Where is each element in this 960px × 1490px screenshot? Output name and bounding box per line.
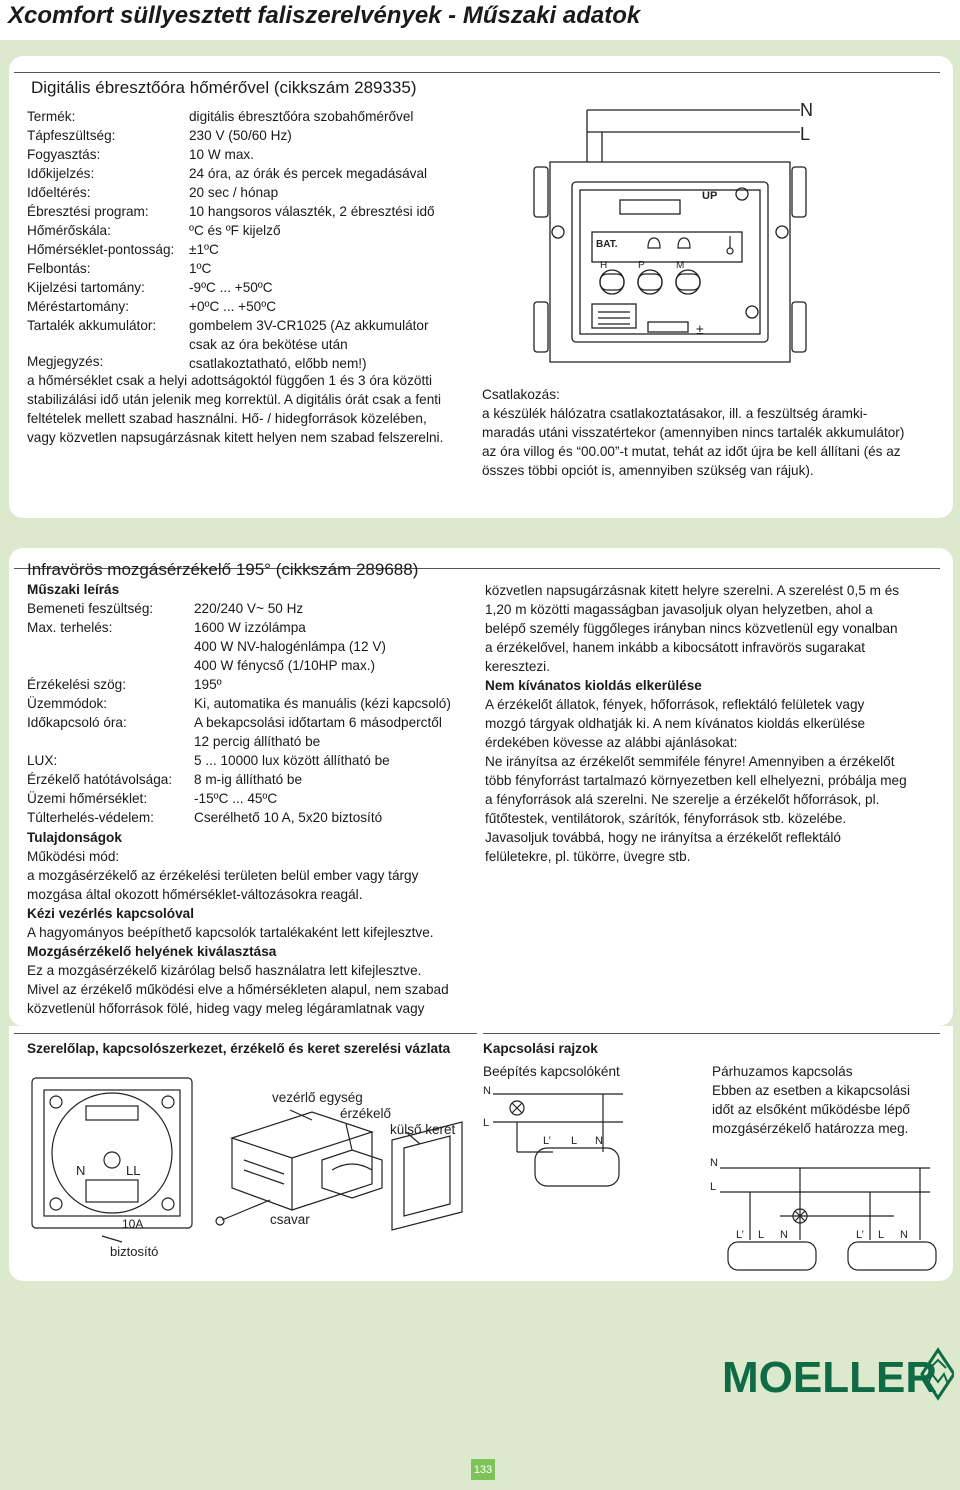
wire-lprime-label: L’ <box>856 1229 864 1241</box>
spec-key: Kijelzési tartomány: <box>27 280 145 295</box>
spec-value: Cserélhető 10 A, 5x20 biztosító <box>194 810 383 825</box>
spec-value: 5 ... 10000 lux között állítható be <box>194 753 390 768</box>
section-clock-heading: Digitális ébresztőóra hőmérővel (cikkszám 289335) <box>31 78 417 97</box>
spec-value: 1ºC <box>189 261 212 276</box>
avoid-line: Ne irányítsa az érzékelőt semmiféle fényre! Amennyiben a érzékelőt <box>485 754 895 769</box>
spec-value: 8 m-ig állítható be <box>194 772 303 787</box>
spec-key: Fogyasztás: <box>27 147 101 162</box>
spec-value: 220/240 V~ 50 Hz <box>194 601 304 616</box>
button-h-label: H <box>600 260 608 271</box>
spec-key: Hőmérőskála: <box>27 223 111 238</box>
placement-heading: Mozgásérzékelő helyének kiválasztása <box>27 944 277 959</box>
avoid-line: A érzékelőt állatok, fények, hőforrások, reflektáló felületek vagy <box>485 697 865 712</box>
bell-icon <box>648 238 690 248</box>
thermometer-icon <box>727 236 733 254</box>
spec-key: Méréstartomány: <box>27 299 129 314</box>
wiring-heading: Kapcsolási rajzok <box>483 1041 598 1056</box>
bat-label: BAT. <box>596 239 618 250</box>
wire-l-label: L <box>878 1229 885 1241</box>
spec-key: Ébresztési program: <box>27 204 149 219</box>
wiring-parallel-line: időt az elsőként működésbe lépő <box>712 1102 910 1117</box>
fuse-label: biztosító <box>110 1244 159 1259</box>
wire-n-label: N <box>780 1229 788 1241</box>
frame-label: külső keret <box>390 1122 456 1137</box>
note-line: feltételek mellett szabad használni. Hő- / hidegforrások közelében, <box>27 411 427 426</box>
spec-key: Túlterhelés-védelem: <box>27 810 154 825</box>
spec-value: 400 W fénycső (1/10HP max.) <box>194 658 376 673</box>
connection-line: az óra villog és “00.00”-t mutat, tehát az időt újra be kell állítani (és az <box>482 444 901 459</box>
spec-key: Bemeneti feszültség: <box>27 601 154 616</box>
avoid-line: a fényforrások alá szerelni. Ne szerelje a érzékelőt hőforrások, pl. <box>485 792 880 807</box>
avoid-line: mozgó tárgyak oldhatják ki. A nem kívánatos kioldás elkerülése <box>485 716 866 731</box>
diagrams-rule-left <box>14 1033 477 1034</box>
spec-value: -9ºC ... +50ºC <box>189 280 273 295</box>
spec-key: Üzemmódok: <box>27 696 108 711</box>
moeller-logo-text: MOELLER <box>722 1353 938 1402</box>
wire-n-label: N <box>710 1157 718 1169</box>
terminal-ll-label: LL <box>126 1163 141 1178</box>
placement-line: keresztezi. <box>485 659 550 674</box>
operation-label: Működési mód: <box>27 849 120 864</box>
note-line: a hőmérséklet csak a helyi adottságoktól függően 1 és 3 óra közötti <box>27 373 433 388</box>
terminal-n-label: N <box>76 1163 86 1178</box>
section-clock-note <box>27 352 443 447</box>
avoid-line: Javasoljuk továbbá, hogy ne irányítsa a érzékelőt reflektáló <box>485 830 841 845</box>
section-clock-rule <box>14 72 940 73</box>
connection-line: a készülék hálózatra csatlakoztatásakor, ill. a feszültség áramki- <box>482 406 868 421</box>
spec-key: LUX: <box>27 753 58 768</box>
polarity-label: ± <box>696 321 704 337</box>
placement-line: közvetlenül hőforrások fölé, hideg vagy meleg légáramlatnak vagy <box>27 1001 425 1016</box>
section-motion-properties <box>27 828 449 1018</box>
spec-value: ±1ºC <box>189 242 219 257</box>
spec-value: csatlakoztatható, előbb nem!) <box>189 356 367 371</box>
wire-n-label: N <box>483 1085 491 1097</box>
mounting-heading: Szerelőlap, kapcsolószerkezet, érzékelő és keret szerelési vázlata <box>27 1041 451 1056</box>
spec-value: ºC és ºF kijelző <box>189 223 281 238</box>
avoid-heading: Nem kívánatos kioldás elkerülése <box>485 678 702 693</box>
spec-value: 10 W max. <box>189 147 254 162</box>
up-label: UP <box>702 190 718 202</box>
spec-value: A bekapcsolási időtartam 6 másodperctől <box>194 715 442 730</box>
note-line: vagy közvetlen napsugárzásnak kitett helyen nem szabad felszerelni. <box>27 430 444 445</box>
note-label: Megjegyzés: <box>27 354 104 369</box>
spec-key <box>27 656 194 675</box>
wire-l-label: L <box>710 1181 717 1193</box>
section-clock-connection <box>482 385 904 480</box>
spec-key: Időeltérés: <box>27 185 91 200</box>
spec-value: digitális ébresztőóra szobahőmérővel <box>189 109 414 124</box>
placement-line: 1,20 m közötti magasságban javasoljuk olyan helyzetben, ahol a <box>485 602 873 617</box>
wire-n-label: N <box>800 100 813 120</box>
control-unit-label: vezérlő egység <box>272 1090 363 1105</box>
wiring-parallel-title: Párhuzamos kapcsolás <box>712 1064 853 1079</box>
wiring-parallel-text <box>712 1062 910 1138</box>
spec-key: Üzemi hőmérséklet: <box>27 791 148 806</box>
wire-l-label: L <box>800 124 811 144</box>
spec-value: gombelem 3V-CR1025 (Az akkumulátor <box>189 318 429 333</box>
spec-value: +0ºC ... +50ºC <box>189 299 277 314</box>
connection-line: összes többi opciót is, amennyiben szükség van rájuk). <box>482 463 814 478</box>
spec-value: Ki, automatika és manuális (kézi kapcsoló) <box>194 696 451 711</box>
section-motion-subheading: Műszaki leírás <box>27 582 120 597</box>
wiring-switch-title: Beépítés kapcsolóként <box>483 1064 620 1079</box>
spec-value: 12 percig állítható be <box>194 734 321 749</box>
avoid-line: fűtőtestek, ventilátorok, szárítók, fényforrások stb. közelébe. <box>485 811 847 826</box>
button-m-label: M <box>676 260 685 271</box>
spec-key: Időkapcsoló óra: <box>27 715 127 730</box>
wiring-parallel-line: mozgásérzékelő határozza meg. <box>712 1121 909 1136</box>
connection-label: Csatlakozás: <box>482 387 560 402</box>
spec-key: Tápfeszültség: <box>27 128 116 143</box>
wiring-parallel-diagram <box>700 1156 945 1274</box>
fuse-rating-label: 10A <box>122 1217 144 1231</box>
spec-value: 20 sec / hónap <box>189 185 279 200</box>
note-line: stabilizálási idő után jelenik meg korrektül. A digitális órát csak a fenti <box>27 392 442 407</box>
operation-line: mozgása által okozott hőmérséklet-változásokra reagál. <box>27 887 363 902</box>
wire-l-label: L <box>758 1229 765 1241</box>
properties-heading: Tulajdonságok <box>27 830 122 845</box>
avoid-line: több fényforrást tartalmazó környezetben kell elhelyezni, próbálja meg <box>485 773 907 788</box>
clock-device-diagram <box>520 82 830 374</box>
page-number-badge: 133 <box>471 1459 495 1480</box>
section-motion-heading: Infravörös mozgásérzékelő 195° (cikkszám 289688) <box>27 560 419 579</box>
spec-key: Termék: <box>27 109 76 124</box>
wire-lprime-label: L’ <box>736 1229 744 1241</box>
spec-key: Felbontás: <box>27 261 91 276</box>
spec-key: Időkijelzés: <box>27 166 95 181</box>
section-motion-specs <box>27 599 467 827</box>
placement-line: belépő személy függőleges irányban nincs közvetlenül egy vonalban <box>485 621 898 636</box>
section-motion-right-column <box>485 581 907 866</box>
spec-value: csak az óra bekötése után <box>189 337 348 352</box>
wiring-switch-diagram <box>483 1082 633 1192</box>
spec-key: Max. terhelés: <box>27 620 113 635</box>
spec-key: Tartalék akkumulátor: <box>27 318 157 333</box>
wire-n-label: N <box>900 1229 908 1241</box>
spec-value: 10 hangsoros választék, 2 ébresztési idő <box>189 204 435 219</box>
moeller-logo <box>718 1346 954 1402</box>
wiring-parallel-line: Ebben az esetben a kikapcsolási <box>712 1083 910 1098</box>
section-clock-specs <box>27 107 467 373</box>
operation-line: a mozgásérzékelő az érzékelési területen belül ember vagy tárgy <box>27 868 419 883</box>
spec-value: 400 W NV-halogénlámpa (12 V) <box>194 639 386 654</box>
placement-line: Ez a mozgásérzékelő kizárólag belső használatra lett kifejlesztve. <box>27 963 422 978</box>
manual-line: A hagyományos beépíthető kapcsolók tartalékaként lett kifejlesztve. <box>27 925 434 940</box>
placement-line: a érzékelővel, hanem inkább a kibocsátott infravörös sugarakat <box>485 640 866 655</box>
spec-value: 230 V (50/60 Hz) <box>189 128 292 143</box>
wire-l-label: L <box>483 1117 490 1129</box>
wire-lprime-label: L’ <box>543 1135 551 1147</box>
spec-value: 24 óra, az órák és percek megadásával <box>189 166 428 181</box>
spec-key: Hőmérséklet-pontosság: <box>27 242 175 257</box>
wire-l-label: L <box>571 1135 578 1147</box>
button-p-label: P <box>638 260 645 271</box>
spec-value: 195º <box>194 677 222 692</box>
spec-key <box>27 732 194 751</box>
page-title: Xcomfort süllyesztett faliszerelvények - Műszaki adatok <box>8 2 641 29</box>
avoid-line: felületekre, pl. tükörre, üvegre stb. <box>485 849 691 864</box>
mounting-diagram <box>22 1060 472 1265</box>
spec-key <box>27 637 194 656</box>
sensor-label: érzékelő <box>340 1106 392 1121</box>
screw-label: csavar <box>270 1212 310 1227</box>
placement-line: közvetlen napsugárzásnak kitett helyre szerelni. A szerelést 0,5 m és <box>485 583 900 598</box>
connection-line: maradás utáni visszatértekor (amennyiben nincs tartalék akkumulátor) <box>482 425 905 440</box>
spec-value: -15ºC ... 45ºC <box>194 791 278 806</box>
manual-heading: Kézi vezérlés kapcsolóval <box>27 906 194 921</box>
diagrams-rule-right <box>483 1033 940 1034</box>
avoid-line: érdekében kövesse az alábbi ajánlásokat: <box>485 735 738 750</box>
spec-key: Érzékelési szög: <box>27 677 126 692</box>
wire-n-label: N <box>595 1135 603 1147</box>
spec-value: 1600 W izzólámpa <box>194 620 306 635</box>
spec-key: Érzékelő hatótávolsága: <box>27 772 173 787</box>
placement-line: Mivel az érzékelő működési elve a hőmérsékleten alapul, nem szabad <box>27 982 449 997</box>
